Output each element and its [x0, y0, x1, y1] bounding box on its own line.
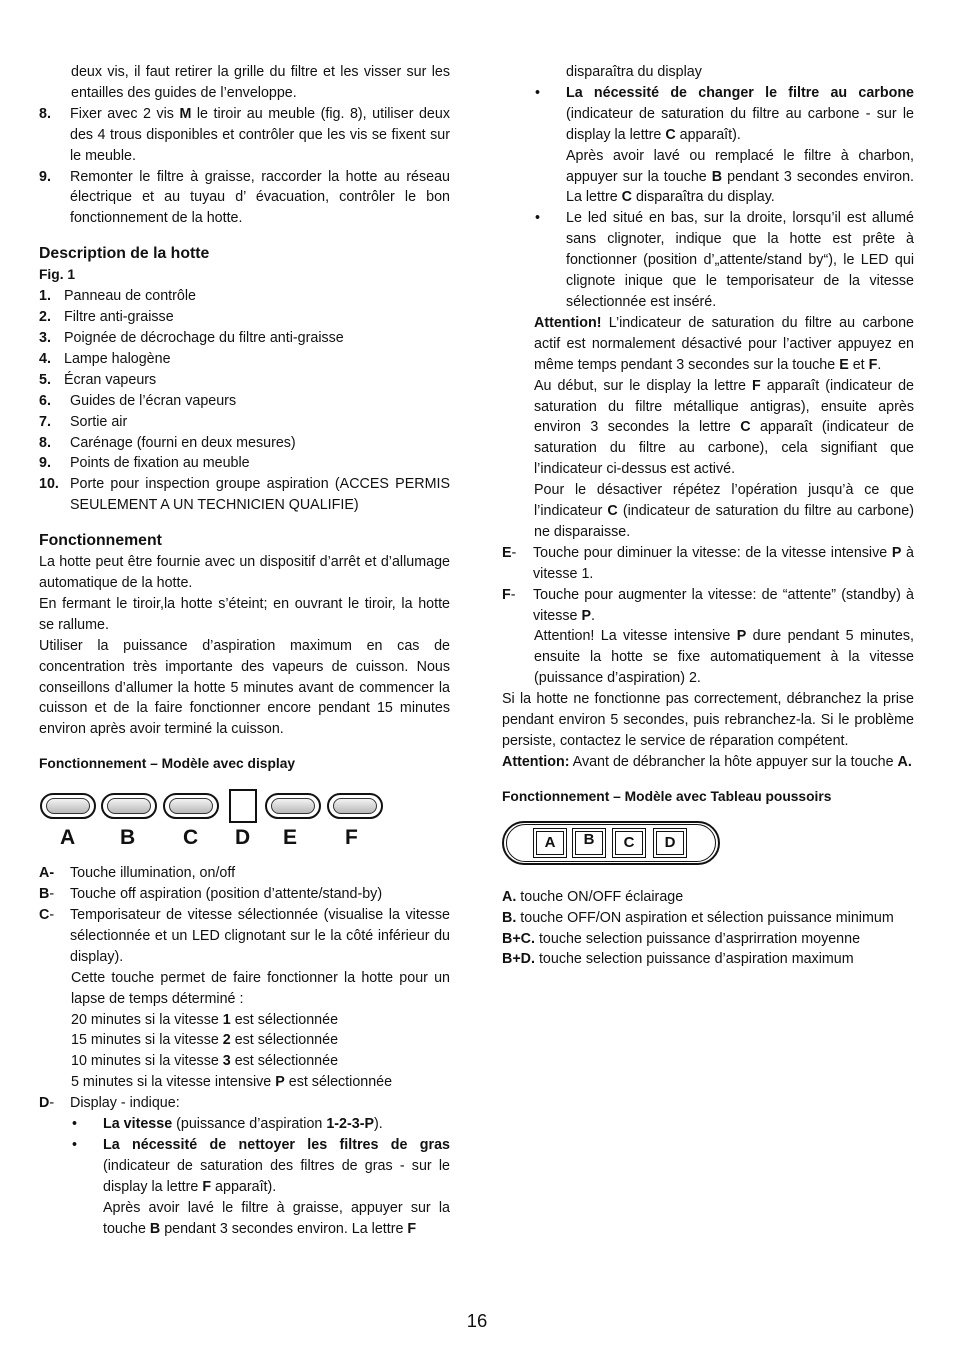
list-item: 10. Porte pour inspection groupe aspiration (ACCES PERMIS SEULEMENT A UN TECHNICIEN QUALIFIE)	[39, 476, 450, 514]
timer-line: 15 minutes si la vitesse 2 est sélectionnée	[71, 1032, 339, 1049]
panel2-button-b: B	[572, 828, 606, 858]
key-b-description: B- Touche off aspiration (position d’attente/stand-by)	[39, 886, 383, 903]
panel-label: E	[283, 826, 298, 850]
list-item: 2. Filtre anti-graisse	[39, 309, 174, 326]
timer-line: 5 minutes si la vitesse intensive P est sélectionnée	[71, 1074, 393, 1091]
left-column	[39, 62, 450, 1240]
list-item: 8. Carénage (fourni en deux mesures)	[39, 434, 296, 451]
bullet-filtres-gras-extra: Après avoir lavé le filtre à graisse, appuyer sur la touche B pendant 3 secondes environ. La lettre F	[103, 1199, 450, 1237]
panel-button-a	[40, 793, 96, 819]
step-9: 9. Remonter le filtre à graisse, raccorder la hotte au réseau électrique et au tuyau d’ évacuation, contrôler le bon fonctionnement de la hotte.	[39, 168, 450, 227]
panel-button-f	[327, 793, 383, 819]
step-number: 8.	[39, 105, 51, 122]
paragraph: Utiliser la puissance d’aspiration maximum en cas de concentration très importante des vapeurs de cuisson. Nous conseillons d’allumer la hotte 5 minutes avant de commencer la cuisson et de la faire fonctionner encore pendant 15 minutes environ après avoir terminé la cuisson.	[39, 637, 450, 738]
right-column	[502, 62, 914, 970]
continuation: disparaîtra du display	[566, 64, 702, 80]
panel-label: B	[120, 826, 136, 850]
key-f-extra: Attention! La vitesse intensive P dure pendant 5 minutes, ensuite la hotte se fixe automatiquement à la vitesse (puissance d’aspiration) 2.	[534, 628, 914, 687]
bullet-led: • Le led situé en bas, sur la droite, lorsqu’il est allumé sans clignoter, indique que la hotte est prête à fonctionner (position d’„attente/stand by“), le LED qui clignote inique que le temporisateur de la vitesse sélectionnée est inséré.	[535, 210, 914, 310]
paragraph-desactiver: Pour le désactiver répétez l’opération jusqu’à ce que l’indicateur C (indicateur de saturation du filtre au carbone) ne disparaisse.	[534, 482, 914, 540]
section-title-description: Description de la hotte	[39, 245, 210, 263]
push-button-panel-illustration	[502, 821, 720, 865]
list-item: 7. Sortie air	[39, 413, 128, 430]
paragraph: En fermant le tiroir,la hotte s’éteint; en ouvrant le tiroir, la hotte se rallume.	[39, 595, 450, 633]
key-a-description: A- Touche illumination, on/off	[39, 865, 236, 882]
panel2-button-c: C	[612, 828, 646, 858]
timer-line: 20 minutes si la vitesse 1 est sélectionnée	[71, 1011, 339, 1028]
list-item: 4. Lampe halogène	[39, 350, 171, 367]
panel2-button-d: D	[653, 828, 687, 858]
panel-label: C	[183, 826, 199, 850]
list-item: 1. Panneau de contrôle	[39, 288, 196, 305]
list-item: 3. Poignée de décrochage du filtre anti-graisse	[39, 329, 344, 346]
legend-item: A. touche ON/OFF éclairage	[502, 888, 684, 905]
legend-item: B. touche OFF/ON aspiration et sélection puissance minimum	[502, 909, 894, 926]
panel-label: D	[235, 826, 251, 850]
list-item: 9. Points de fixation au meuble	[39, 455, 250, 472]
step-8: 8. Fixer avec 2 vis M le tiroir au meuble (fig. 8), utiliser deux des 4 trous disponibles et contrôler que les vis se fixent sur le meuble.	[39, 105, 450, 164]
list-item: 6. Guides de l’écran vapeurs	[39, 392, 237, 409]
bullet-filtre-carbone: • La nécessité de changer le filtre au carbone (indicateur de saturation du filtre au carbone - sur le display la lettre C apparaît).	[535, 84, 914, 143]
intro-continuation: deux vis, il faut retirer la grille du filtre et les visser sur les entailles des guides de l’enveloppe.	[71, 64, 450, 101]
bullet-vitesse: • La vitesse (puissance d’aspiration 1-2-3-P).	[72, 1116, 383, 1133]
bullet-filtre-carbone-extra: Après avoir lavé ou remplacé le filtre à charbon, appuyer sur la touche B pendant 3 secondes environ. La lettre C disparaîtra du display.	[566, 147, 914, 206]
key-d-description: D- Display - indique:	[39, 1095, 180, 1112]
list-item: 5. Écran vapeurs	[39, 371, 157, 388]
key-c-extra: Cette touche permet de faire fonctionner la hotte pour un lapse de temps déterminé :	[71, 969, 450, 1007]
panel-display	[229, 789, 257, 823]
bullet-filtres-gras: • La nécessité de nettoyer les filtres de gras (indicateur de saturation des filtres de gras - sur le display la lettre F apparaît).	[72, 1136, 450, 1195]
paragraph-depannage: Si la hotte ne fonctionne pas correctement, débranchez la prise pendant environ 5 secondes, puis rebranchez-la. Si le problème persiste, contactez le service de réparation compétent.	[502, 691, 914, 749]
figure-label: Fig. 1	[39, 267, 76, 283]
key-f-description: F- Touche pour augmenter la vitesse: de “attente” (standby) à vitesse P.	[502, 586, 914, 624]
timer-line: 10 minutes si la vitesse 3 est sélectionnée	[71, 1053, 339, 1070]
step-number: 9.	[39, 168, 51, 185]
panel-button-b	[101, 793, 157, 819]
panel-label: A	[60, 826, 76, 850]
paragraph-debut: Au début, sur le display la lettre F apparaît (indicateur de saturation du filtre métallique antigras), ensuite après environ 3 secondes la lettre C apparaît (indicateur de saturation du filtre au carbone), cela signifiant que l’indicateur ci-dessus est activé.	[534, 377, 914, 478]
attention-carbone: Attention! L’indicateur de saturation du filtre au carbone actif est normalement désactivé pour l’activer appuyez en même temps pendant 3 secondes sur la touche E et F.	[534, 314, 914, 373]
subsection-title-display: Fonctionnement – Modèle avec display	[39, 756, 296, 772]
page-number: 16	[466, 1310, 488, 1331]
section-title-fonctionnement: Fonctionnement	[39, 532, 162, 550]
legend-item: B+D. touche selection puissance d’aspiration maximum	[502, 951, 854, 968]
legend-item: B+C. touche selection puissance d’asprirration moyenne	[502, 930, 861, 947]
panel2-legend	[502, 887, 914, 971]
panel2-button-a: A	[533, 828, 567, 858]
key-c-description: C- Temporisateur de vitesse sélectionnée (visualise la vitesse sélectionnée et un LED clignotant sur le la côté inférieur du display).	[39, 907, 450, 965]
figure-parts-list	[39, 286, 450, 516]
control-panel-display-illustration	[39, 785, 450, 855]
panel-label: F	[345, 826, 358, 850]
attention-debrancher: Attention: Avant de débrancher la hôte appuyer sur la touche A.	[502, 753, 912, 770]
panel-button-e	[265, 793, 321, 819]
panel-button-c	[163, 793, 219, 819]
paragraph: La hotte peut être fournie avec un dispositif d’arrêt et d’allumage automatique de la hotte.	[39, 554, 450, 592]
subsection-title-tableau: Fonctionnement – Modèle avec Tableau poussoirs	[502, 788, 832, 804]
key-e-description: E- Touche pour diminuer la vitesse: de la vitesse intensive P à vitesse 1.	[502, 544, 914, 582]
